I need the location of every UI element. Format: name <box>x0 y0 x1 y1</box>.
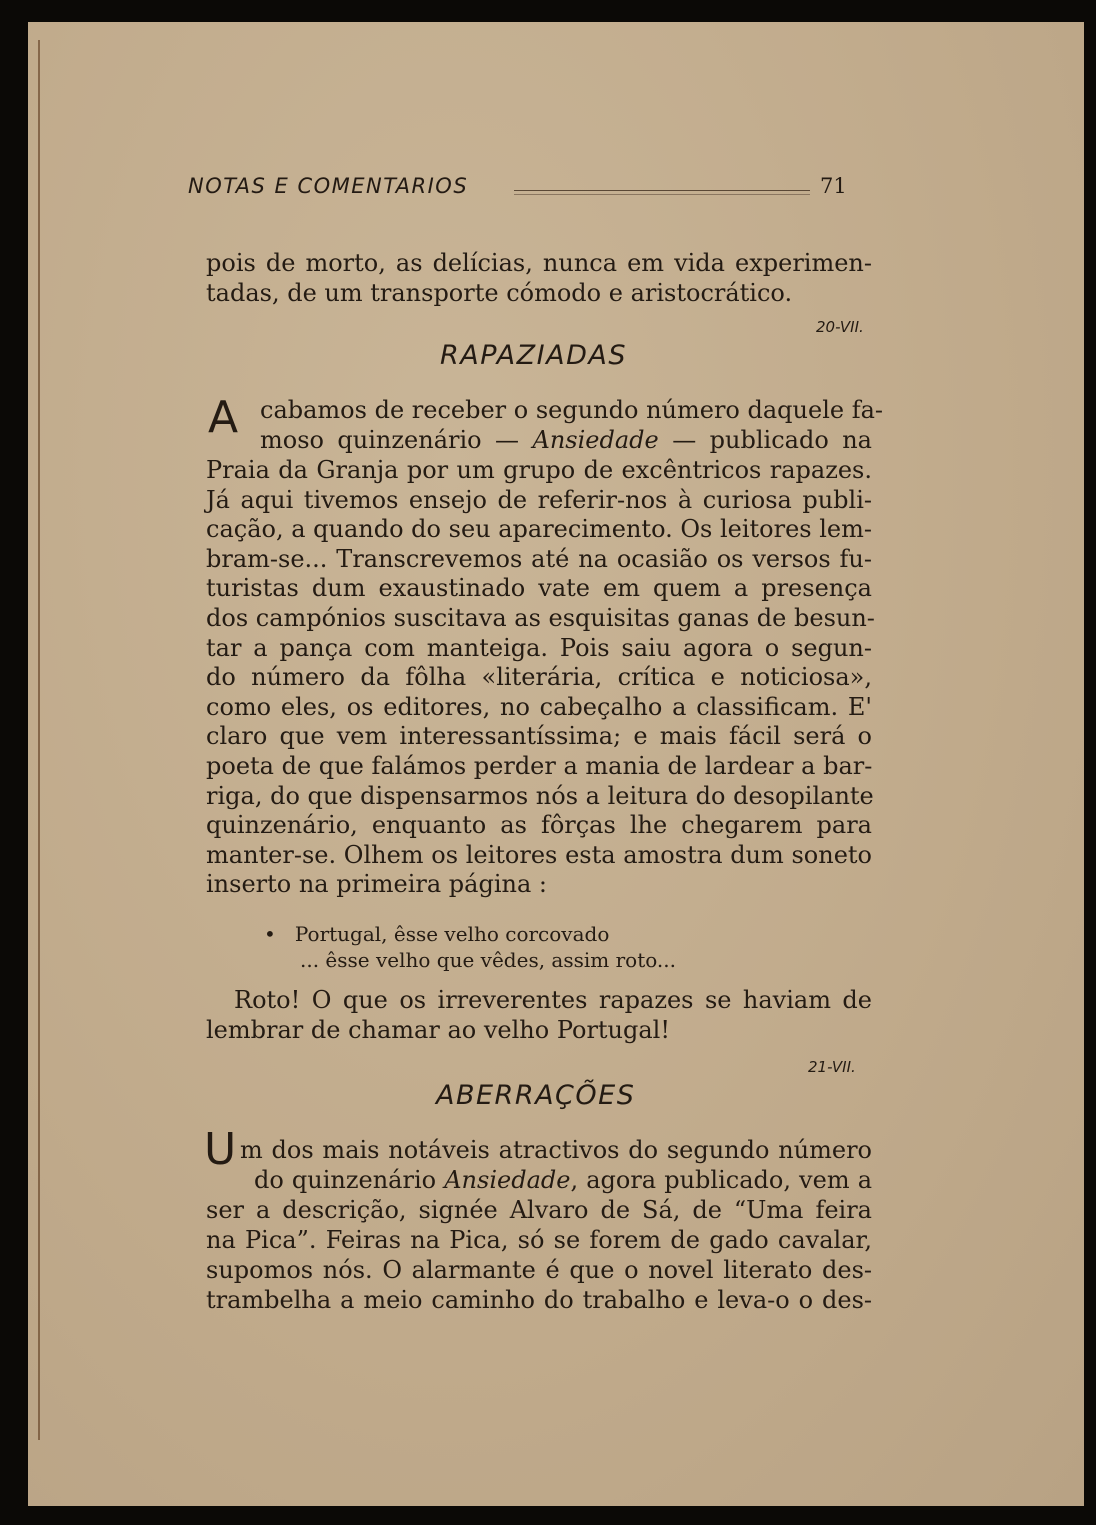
date-stamp-2: 21-VII. <box>808 1058 856 1076</box>
text-line: na Pica”. Feiras na Pica, só se forem de gado cavalar, <box>206 1226 872 1254</box>
page-spine-edge <box>38 40 54 1440</box>
dropcap-u: U <box>204 1124 237 1175</box>
text-line: bram-se... Transcrevemos até na ocasião os versos fu- <box>206 544 872 573</box>
text-line: manter-se. Olhem os leitores esta amostra dum soneto <box>206 840 872 869</box>
verse-line-2: ... êsse velho que vêdes, assim roto... <box>300 948 676 972</box>
section2-line-1: m dos mais notáveis atractivos do segundo número <box>240 1136 872 1164</box>
running-header <box>188 168 848 208</box>
intro-line-2: tadas, de um transporte cómodo e aristocrático. <box>206 279 793 307</box>
text-line: ser a descrição, signée Alvaro de Sá, de “Uma feira <box>206 1196 872 1224</box>
dropcap-a: A <box>208 392 239 443</box>
text-line: Já aqui tivemos ensejo de referir-nos à curiosa publi- <box>206 485 872 514</box>
text-line: riga, do que dispensarmos nós a leitura do desopilante <box>206 781 874 810</box>
header-rule-lower <box>514 194 810 195</box>
header-title: NOTAS E COMENTARIOS <box>188 174 469 198</box>
text-line: tar a pança com manteiga. Pois saiu agora o segun- <box>206 633 872 662</box>
text-line: Praia da Granja por um grupo de excêntricos rapazes. <box>206 456 872 484</box>
section2-line-2: do quinzenário Ansiedade, agora publicado, vem a <box>254 1166 873 1194</box>
section-heading-rapaziadas: RAPAZIADAS <box>440 340 627 371</box>
text-line: supomos nós. O alarmante é que o novel literato des- <box>206 1256 872 1284</box>
date-stamp-1: 20-VII. <box>816 318 864 336</box>
verse-line-1-text: Portugal, êsse velho corcovado <box>294 922 610 946</box>
after-verse-line-1: Roto! O que os irreverentes rapazes se haviam de <box>234 986 872 1014</box>
text-line: quinzenário, enquanto as fôrças lhe chegarem para <box>206 811 872 840</box>
section1-line-2: moso quinzenário — Ansiedade — publicado na <box>260 426 872 454</box>
text-line: inserto na primeira página : <box>206 870 547 899</box>
periodical-name: Ansiedade <box>444 1166 571 1194</box>
section1-line-1: cabamos de receber o segundo número daquele fa- <box>260 396 884 424</box>
text-line: turistas dum exaustinado vate em quem a presença <box>206 574 872 603</box>
intro-line-1: pois de morto, as delícias, nunca em vida experimen- <box>206 249 872 277</box>
text-line: do número da fôlha «literária, crítica e noticiosa», <box>206 663 872 692</box>
text-line: como eles, os editores, no cabeçalho a classificam. E' <box>206 692 872 721</box>
periodical-name: Ansiedade <box>532 426 659 454</box>
section-heading-aberracoes: ABERRAÇÕES <box>436 1080 636 1111</box>
text-line: cação, a quando do seu aparecimento. Os leitores lem- <box>206 515 872 544</box>
text-line: dos campónios suscitava as esquisitas ganas de besun- <box>206 604 875 632</box>
header-rule <box>514 190 810 191</box>
text-line: poeta de que falámos perder a mania de lardear a bar- <box>206 752 873 780</box>
text-line: trambelha a meio caminho do trabalho e leva-o o des- <box>206 1286 872 1314</box>
page-number: 71 <box>820 174 847 198</box>
text-line: claro que vem interessantíssima; e mais fácil será o <box>206 722 872 751</box>
after-verse-line-2: lembrar de chamar ao velho Portugal! <box>206 1016 671 1044</box>
verse-line-1: • Portugal, êsse velho corcovado <box>264 922 610 946</box>
